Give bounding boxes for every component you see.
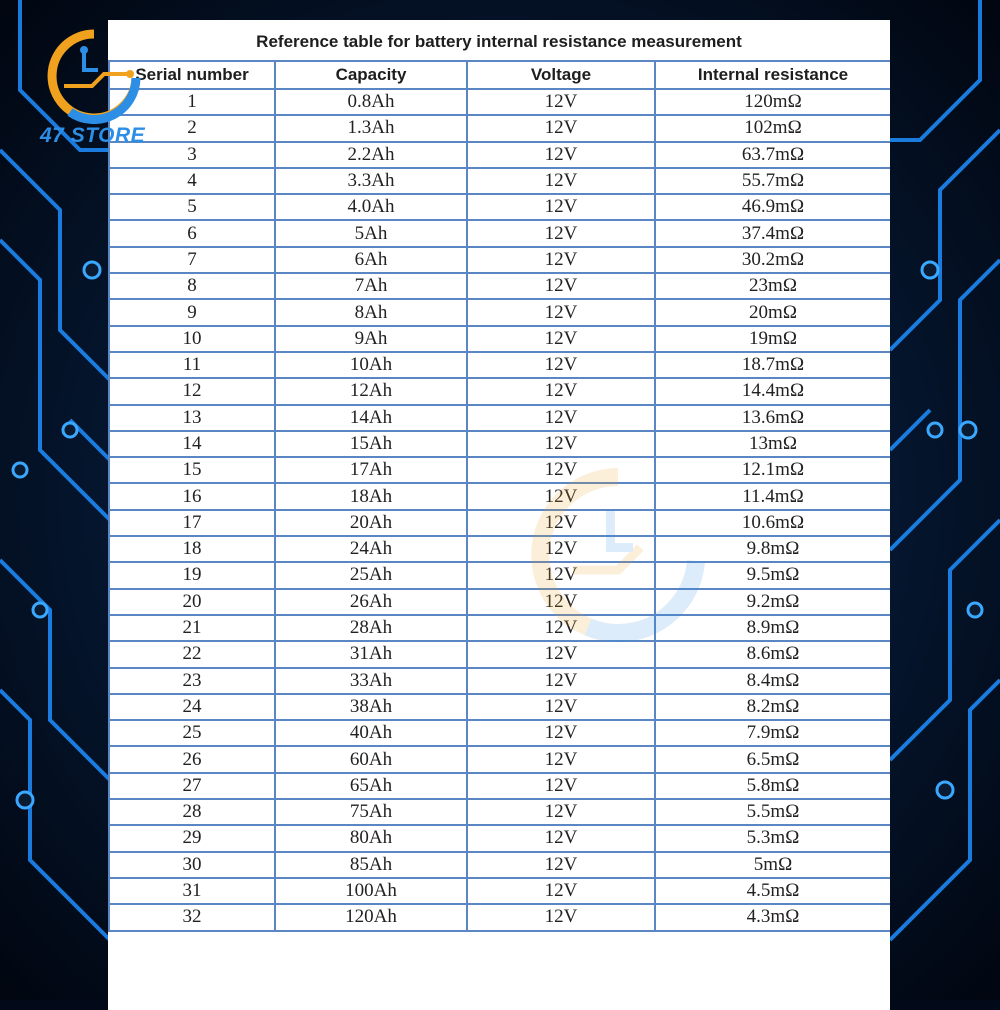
table-row (109, 220, 890, 246)
cell-capacity: 60Ah (275, 746, 467, 772)
cell-capacity: 33Ah (275, 668, 467, 694)
table-body (109, 89, 890, 931)
table-row (109, 799, 890, 825)
cell-serial-number: 5 (109, 194, 275, 220)
table-row (109, 247, 890, 273)
table-header-row (109, 61, 890, 89)
cell-internal-resistance: 9.8mΩ (655, 536, 890, 562)
cell-capacity: 15Ah (275, 431, 467, 457)
cell-internal-resistance: 8.4mΩ (655, 668, 890, 694)
brand-name: 47 STORE (40, 124, 146, 147)
cell-capacity: 0.8Ah (275, 89, 467, 115)
table-row (109, 746, 890, 772)
cell-internal-resistance: 6.5mΩ (655, 746, 890, 772)
cell-capacity: 28Ah (275, 615, 467, 641)
cell-capacity: 14Ah (275, 405, 467, 431)
cell-internal-resistance: 7.9mΩ (655, 720, 890, 746)
header-internal-resistance: Internal resistance (655, 61, 890, 89)
cell-capacity: 12Ah (275, 378, 467, 404)
cell-internal-resistance: 8.6mΩ (655, 641, 890, 667)
cell-voltage: 12V (467, 562, 655, 588)
cell-voltage: 12V (467, 615, 655, 641)
cell-internal-resistance: 8.2mΩ (655, 694, 890, 720)
cell-internal-resistance: 120mΩ (655, 89, 890, 115)
cell-voltage: 12V (467, 299, 655, 325)
cell-capacity: 65Ah (275, 773, 467, 799)
cell-voltage: 12V (467, 405, 655, 431)
cell-serial-number: 7 (109, 247, 275, 273)
cell-internal-resistance: 8.9mΩ (655, 615, 890, 641)
cell-voltage: 12V (467, 326, 655, 352)
cell-capacity: 18Ah (275, 483, 467, 509)
cell-serial-number: 22 (109, 641, 275, 667)
cell-voltage: 12V (467, 746, 655, 772)
cell-voltage: 12V (467, 720, 655, 746)
cell-serial-number: 32 (109, 904, 275, 930)
cell-capacity: 26Ah (275, 589, 467, 615)
cell-serial-number: 3 (109, 142, 275, 168)
cell-serial-number: 8 (109, 273, 275, 299)
cell-voltage: 12V (467, 457, 655, 483)
cell-serial-number: 27 (109, 773, 275, 799)
cell-internal-resistance: 20mΩ (655, 299, 890, 325)
header-serial-number: Serial number (109, 61, 275, 89)
cell-serial-number: 18 (109, 536, 275, 562)
cell-serial-number: 28 (109, 799, 275, 825)
table-row (109, 615, 890, 641)
cell-internal-resistance: 9.5mΩ (655, 562, 890, 588)
cell-internal-resistance: 23mΩ (655, 273, 890, 299)
cell-serial-number: 23 (109, 668, 275, 694)
table-row (109, 589, 890, 615)
cell-internal-resistance: 46.9mΩ (655, 194, 890, 220)
cell-voltage: 12V (467, 878, 655, 904)
header-capacity: Capacity (275, 61, 467, 89)
cell-voltage: 12V (467, 194, 655, 220)
cell-voltage: 12V (467, 378, 655, 404)
cell-capacity: 5Ah (275, 220, 467, 246)
cell-voltage: 12V (467, 904, 655, 930)
store-logo (38, 28, 158, 158)
table-row (109, 326, 890, 352)
cell-serial-number: 21 (109, 615, 275, 641)
cell-capacity: 40Ah (275, 720, 467, 746)
cell-internal-resistance: 5.3mΩ (655, 825, 890, 851)
cell-voltage: 12V (467, 89, 655, 115)
sheet-title: Reference table for battery internal resistance measurement (256, 32, 742, 51)
cell-serial-number: 20 (109, 589, 275, 615)
cell-capacity: 20Ah (275, 510, 467, 536)
resistance-table (108, 60, 890, 932)
cell-serial-number: 4 (109, 168, 275, 194)
cell-internal-resistance: 13.6mΩ (655, 405, 890, 431)
cell-serial-number: 30 (109, 852, 275, 878)
cell-capacity: 75Ah (275, 799, 467, 825)
table-row (109, 299, 890, 325)
cell-capacity: 31Ah (275, 641, 467, 667)
cell-voltage: 12V (467, 168, 655, 194)
cell-serial-number: 16 (109, 483, 275, 509)
cell-serial-number: 15 (109, 457, 275, 483)
header-voltage: Voltage (467, 61, 655, 89)
cell-serial-number: 2 (109, 115, 275, 141)
cell-internal-resistance: 18.7mΩ (655, 352, 890, 378)
table-row (109, 878, 890, 904)
cell-voltage: 12V (467, 273, 655, 299)
cell-voltage: 12V (467, 641, 655, 667)
cell-capacity: 85Ah (275, 852, 467, 878)
table-row (109, 142, 890, 168)
cell-internal-resistance: 30.2mΩ (655, 247, 890, 273)
cell-serial-number: 10 (109, 326, 275, 352)
cell-voltage: 12V (467, 483, 655, 509)
cell-voltage: 12V (467, 536, 655, 562)
table-row (109, 536, 890, 562)
cell-capacity: 2.2Ah (275, 142, 467, 168)
cell-voltage: 12V (467, 115, 655, 141)
table-row (109, 641, 890, 667)
table-row (109, 273, 890, 299)
table-row (109, 773, 890, 799)
cell-capacity: 10Ah (275, 352, 467, 378)
cell-serial-number: 24 (109, 694, 275, 720)
cell-capacity: 1.3Ah (275, 115, 467, 141)
cell-capacity: 9Ah (275, 326, 467, 352)
cell-serial-number: 1 (109, 89, 275, 115)
cell-voltage: 12V (467, 247, 655, 273)
table-row (109, 431, 890, 457)
cell-serial-number: 26 (109, 746, 275, 772)
cell-serial-number: 13 (109, 405, 275, 431)
watermark-logo (528, 460, 708, 650)
reference-sheet (108, 20, 890, 1010)
cell-internal-resistance: 55.7mΩ (655, 168, 890, 194)
cell-internal-resistance: 4.3mΩ (655, 904, 890, 930)
cell-capacity: 6Ah (275, 247, 467, 273)
cell-serial-number: 9 (109, 299, 275, 325)
cell-serial-number: 31 (109, 878, 275, 904)
cell-internal-resistance: 19mΩ (655, 326, 890, 352)
table-row (109, 405, 890, 431)
cell-serial-number: 19 (109, 562, 275, 588)
table-row (109, 168, 890, 194)
cell-internal-resistance: 4.5mΩ (655, 878, 890, 904)
cell-serial-number: 11 (109, 352, 275, 378)
cell-voltage: 12V (467, 510, 655, 536)
cell-capacity: 17Ah (275, 457, 467, 483)
cell-voltage: 12V (467, 852, 655, 878)
cell-serial-number: 17 (109, 510, 275, 536)
table-row (109, 115, 890, 141)
table-row (109, 483, 890, 509)
table-row (109, 89, 890, 115)
cell-voltage: 12V (467, 431, 655, 457)
cell-voltage: 12V (467, 142, 655, 168)
cell-internal-resistance: 13mΩ (655, 431, 890, 457)
table-row (109, 562, 890, 588)
cell-internal-resistance: 5.8mΩ (655, 773, 890, 799)
table-row (109, 825, 890, 851)
cell-internal-resistance: 11.4mΩ (655, 483, 890, 509)
cell-internal-resistance: 14.4mΩ (655, 378, 890, 404)
table-row (109, 694, 890, 720)
cell-capacity: 3.3Ah (275, 168, 467, 194)
table-row (109, 852, 890, 878)
cell-capacity: 100Ah (275, 878, 467, 904)
cell-voltage: 12V (467, 589, 655, 615)
table-row (109, 378, 890, 404)
table-row (109, 457, 890, 483)
cell-serial-number: 25 (109, 720, 275, 746)
cell-voltage: 12V (467, 825, 655, 851)
cell-capacity: 25Ah (275, 562, 467, 588)
cell-capacity: 7Ah (275, 273, 467, 299)
cell-voltage: 12V (467, 668, 655, 694)
cell-capacity: 120Ah (275, 904, 467, 930)
table-row (109, 510, 890, 536)
cell-internal-resistance: 5mΩ (655, 852, 890, 878)
table-row (109, 668, 890, 694)
cell-internal-resistance: 5.5mΩ (655, 799, 890, 825)
cell-voltage: 12V (467, 352, 655, 378)
table-row (109, 194, 890, 220)
cell-voltage: 12V (467, 773, 655, 799)
logo-g-icon (38, 28, 150, 124)
cell-internal-resistance: 9.2mΩ (655, 589, 890, 615)
cell-voltage: 12V (467, 220, 655, 246)
table-row (109, 352, 890, 378)
cell-internal-resistance: 10.6mΩ (655, 510, 890, 536)
table-row (109, 720, 890, 746)
cell-serial-number: 29 (109, 825, 275, 851)
cell-internal-resistance: 102mΩ (655, 115, 890, 141)
cell-serial-number: 12 (109, 378, 275, 404)
cell-capacity: 24Ah (275, 536, 467, 562)
cell-serial-number: 6 (109, 220, 275, 246)
cell-voltage: 12V (467, 799, 655, 825)
cell-capacity: 38Ah (275, 694, 467, 720)
cell-voltage: 12V (467, 694, 655, 720)
table-row (109, 904, 890, 930)
cell-capacity: 4.0Ah (275, 194, 467, 220)
cell-capacity: 8Ah (275, 299, 467, 325)
cell-serial-number: 14 (109, 431, 275, 457)
cell-internal-resistance: 12.1mΩ (655, 457, 890, 483)
cell-internal-resistance: 63.7mΩ (655, 142, 890, 168)
cell-internal-resistance: 37.4mΩ (655, 220, 890, 246)
cell-capacity: 80Ah (275, 825, 467, 851)
